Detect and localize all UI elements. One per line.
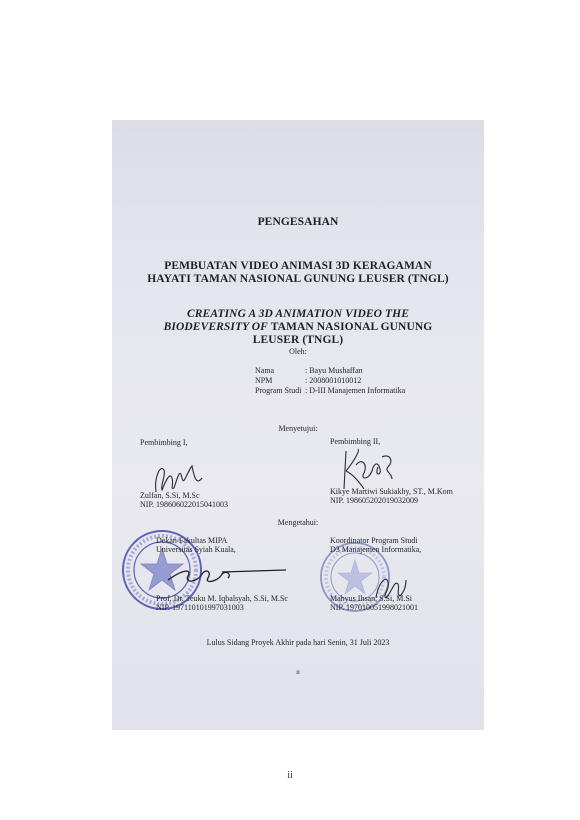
title-en-line1: CREATING A 3D ANIMATION VIDEO THE bbox=[187, 308, 409, 320]
identity-value: : D-III Manajemen Informatika bbox=[305, 386, 406, 395]
supervisor1-nip: NIP. 198606022015041003 bbox=[140, 500, 229, 509]
photographed-document bbox=[112, 120, 484, 730]
identity-row bbox=[255, 376, 405, 386]
identity-value: : 2008001010012 bbox=[305, 376, 362, 385]
supervisor1-signature bbox=[150, 456, 210, 496]
dean-role-line1: Dekan Fakultas MIPA bbox=[156, 536, 228, 545]
title-en-line3: LEUSER (TNGL) bbox=[252, 334, 344, 346]
supervisor1-role: Pembimbing I, bbox=[140, 438, 188, 447]
title-id-line2: HAYATI TAMAN NASIONAL GUNUNG LEUSER (TNGL) bbox=[147, 273, 449, 285]
by-label: Oleh: bbox=[289, 347, 307, 356]
supervisor2-role: Pembimbing II, bbox=[330, 437, 381, 446]
dean-role-line2: Universitas Syiah Kuala, bbox=[156, 545, 236, 554]
supervisor2-name: Kikye Martiwi Sukiakhy, ST., M.Kom bbox=[330, 487, 453, 496]
identity-block bbox=[255, 366, 405, 396]
identity-label: NPM bbox=[255, 376, 273, 385]
coordinator-nip: NIP. 197010051998021001 bbox=[330, 603, 419, 612]
supervisor2-nip: NIP. 198605202019032009 bbox=[330, 496, 419, 505]
graduation-note: Lulus Sidang Proyek Akhir pada hari Senin, 31 Juli 2023 bbox=[206, 638, 390, 647]
title-en-line2-rest: TAMAN NASIONAL GUNUNG bbox=[267, 321, 433, 333]
page-number: ii bbox=[287, 770, 293, 781]
coordinator-role-line1: Koordinator Program Studi bbox=[330, 536, 418, 545]
identity-label: Nama bbox=[255, 366, 275, 375]
coordinator-name: Mahyus Ihsan, S.Si, M.Si bbox=[330, 594, 413, 603]
acknowledge-label: Mengetahui: bbox=[277, 518, 319, 527]
approve-label: Menyetujui: bbox=[278, 424, 318, 433]
identity-label: Program Studi bbox=[255, 386, 302, 395]
identity-row bbox=[255, 366, 405, 376]
title-id-line1: PEMBUATAN VIDEO ANIMASI 3D KERAGAMAN bbox=[164, 260, 432, 272]
dean-signature bbox=[162, 560, 292, 590]
title-en-line2-italic: BIODEVERSITY OF bbox=[163, 321, 268, 333]
dean-name: Prof. Dr. Teuku M. Iqbalsyah, S.Si, M.Sc bbox=[156, 594, 288, 603]
identity-value: : Bayu Mushaffan bbox=[305, 366, 363, 375]
inner-page-number: ii bbox=[296, 669, 300, 676]
title-en-line2 bbox=[112, 321, 484, 333]
identity-row bbox=[255, 386, 405, 396]
heading: PENGESAHAN bbox=[257, 216, 339, 228]
dean-nip: NIP. 197110101997031003 bbox=[156, 603, 244, 612]
supervisor2-signature bbox=[334, 445, 396, 493]
coordinator-role-line2: D3 Manajemen Informatika, bbox=[330, 545, 422, 554]
supervisor1-name: Zulfan, S.Si, M.Sc bbox=[140, 491, 200, 500]
